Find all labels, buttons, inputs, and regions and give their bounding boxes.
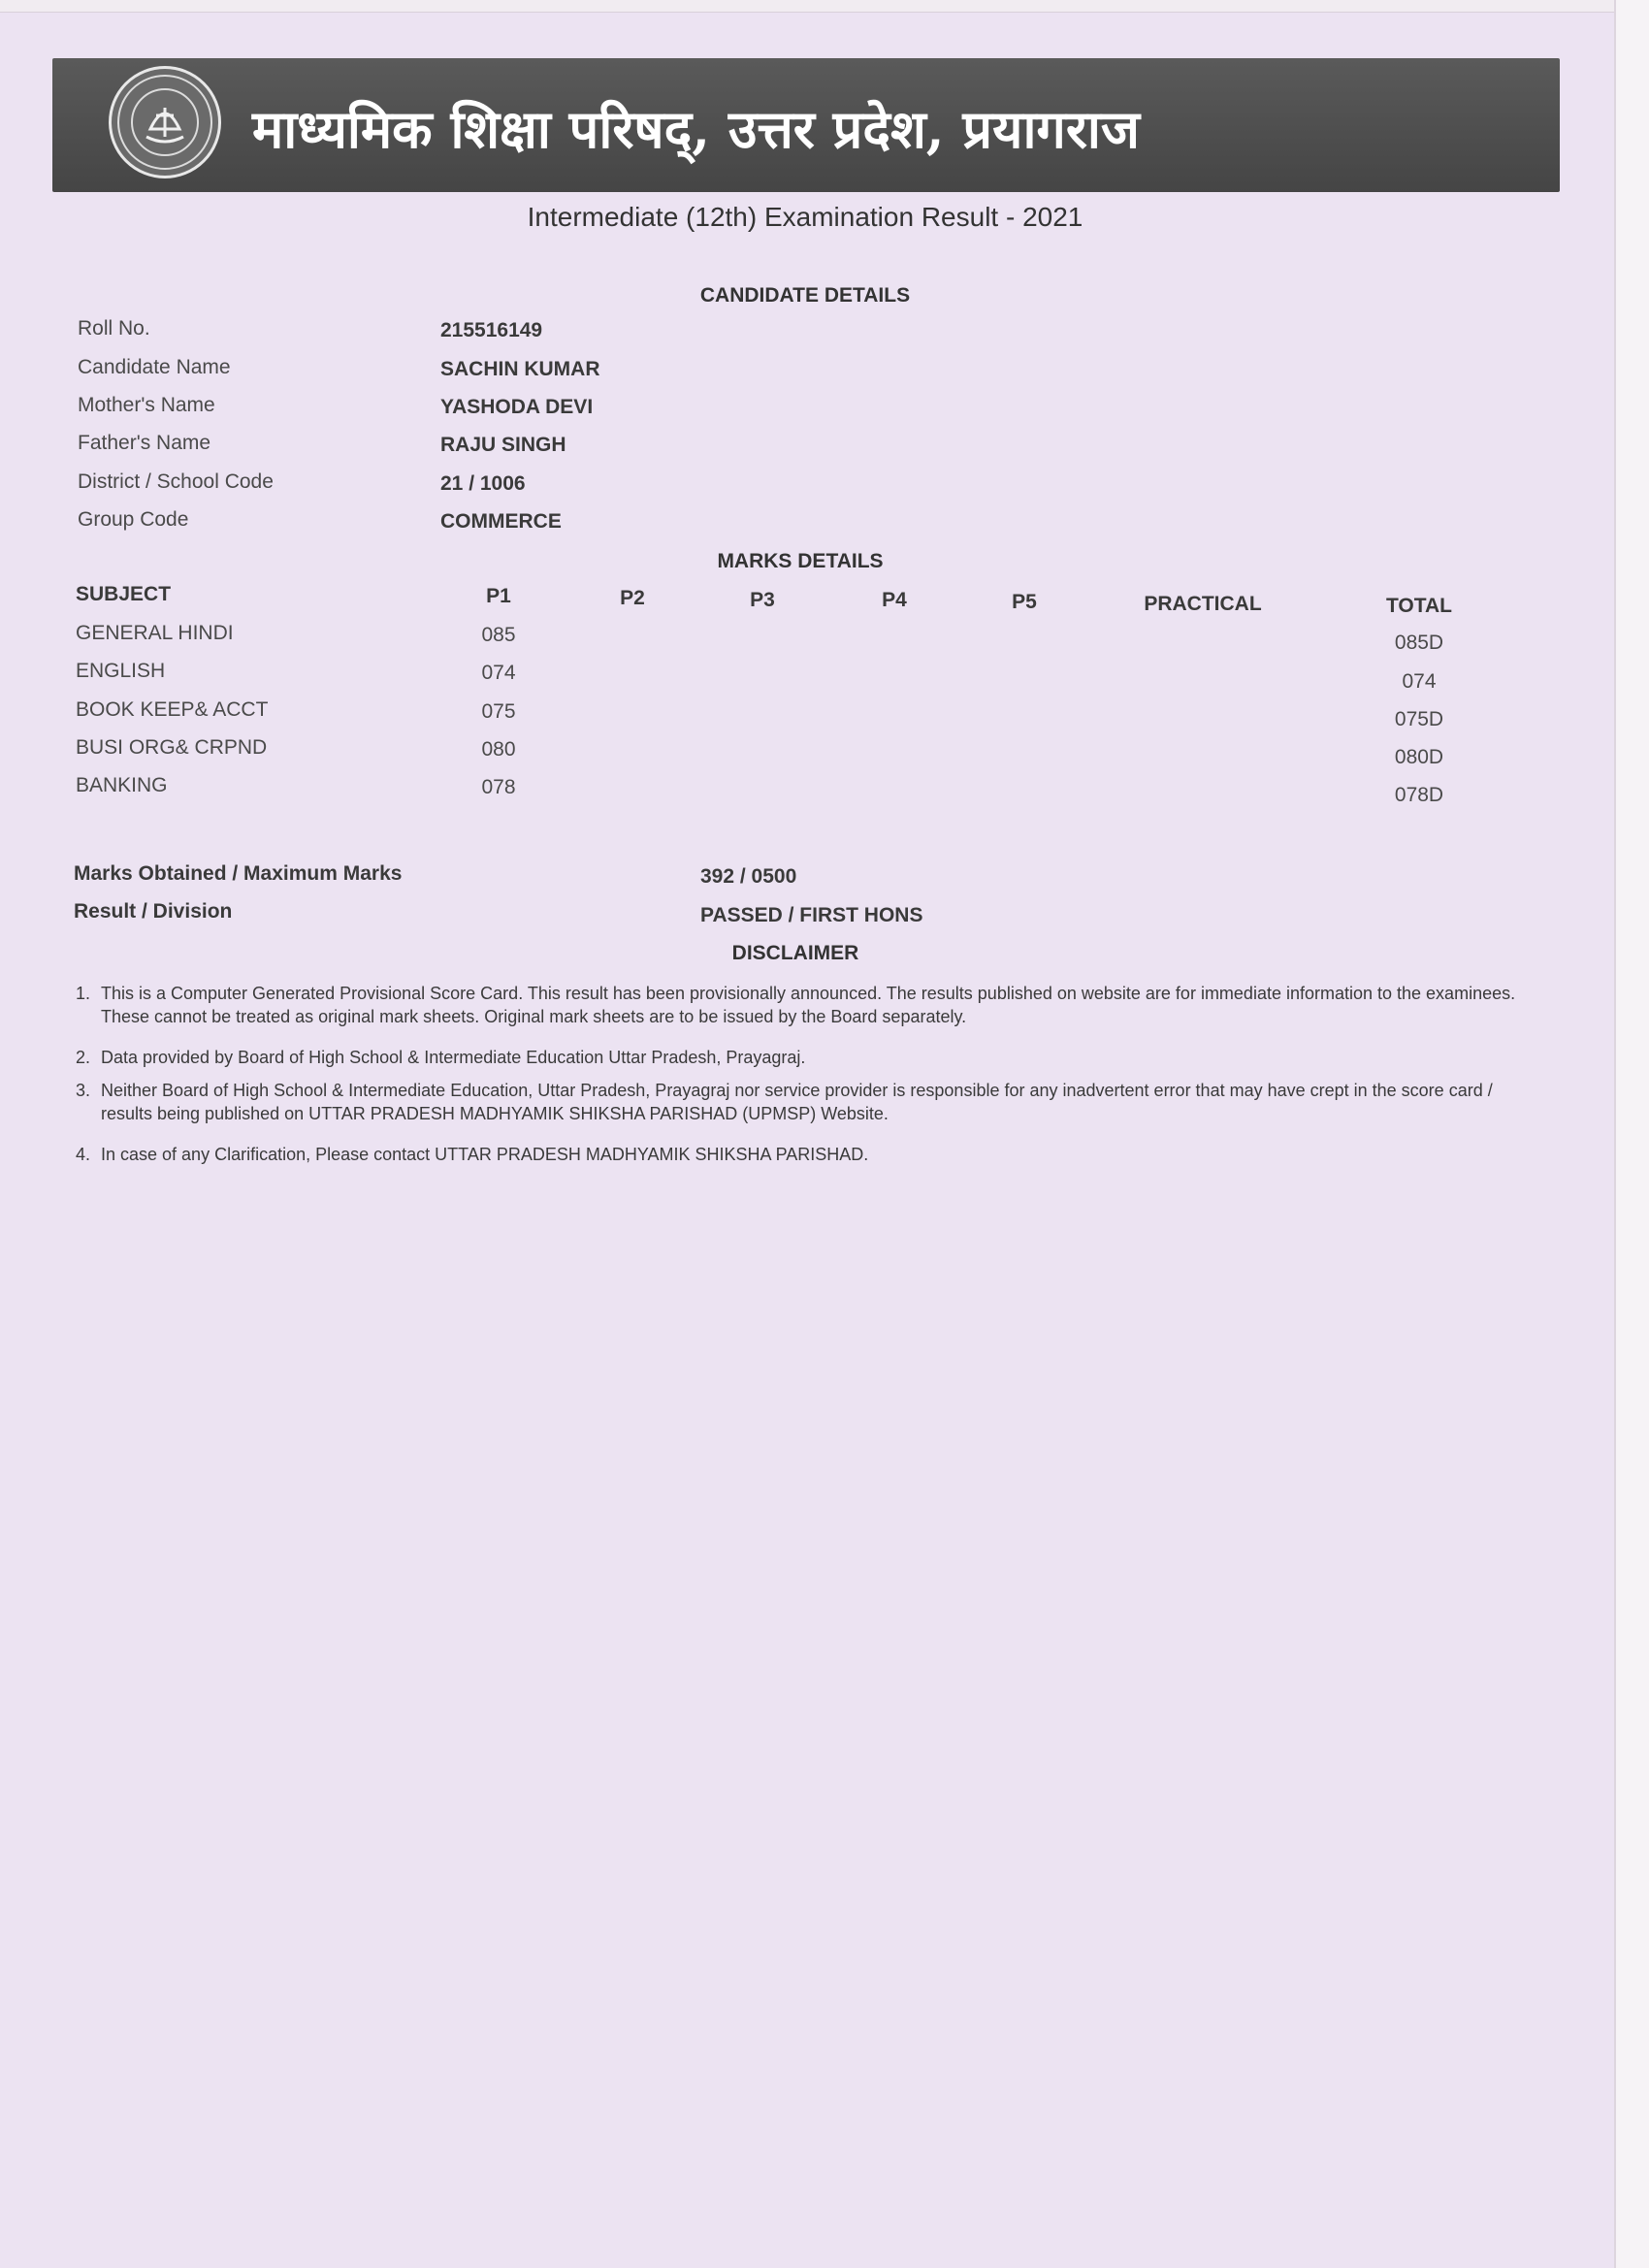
group-code-label: Group Code xyxy=(78,508,189,531)
p1-mark: 085 xyxy=(481,624,516,646)
total-mark: 074 xyxy=(1402,670,1437,693)
disclaimer-item xyxy=(76,1143,1521,1172)
disclaimer-text: In case of any Clarification, Please contact UTTAR PRADESH MADHYAMIK SHIKSHA PARISHAD. xyxy=(101,1145,869,1164)
paper-top-edge xyxy=(0,0,1649,13)
disclaimer-number: 2. xyxy=(76,1048,91,1067)
disclaimer-number: 3. xyxy=(76,1081,91,1100)
total-mark: 085D xyxy=(1394,632,1444,654)
subject-header: SUBJECT xyxy=(76,583,172,605)
marks-obtained-label: Marks Obtained / Maximum Marks xyxy=(74,862,403,885)
disclaimer-number: 1. xyxy=(76,984,91,1003)
subject-name: GENERAL HINDI xyxy=(76,622,234,644)
p1-mark: 078 xyxy=(481,776,516,798)
district-school-code-value: 21 / 1006 xyxy=(440,472,526,495)
result-division-value: PASSED / FIRST HONS xyxy=(700,904,923,926)
disclaimer-number: 4. xyxy=(76,1145,91,1164)
marks-obtained-value: 392 / 0500 xyxy=(700,865,797,888)
district-school-code-label: District / School Code xyxy=(78,470,274,493)
exam-result-title: Intermediate (12th) Examination Result - 2021 xyxy=(527,202,1083,232)
subject-name: BUSI ORG& CRPND xyxy=(76,736,268,759)
mother-name-value: YASHODA DEVI xyxy=(440,396,594,418)
p3-header: P3 xyxy=(750,589,775,611)
p1-mark: 080 xyxy=(481,738,516,761)
subject-name: BOOK KEEP& ACCT xyxy=(76,698,269,721)
disclaimer-text: Neither Board of High School & Intermediate Education, Uttar Pradesh, Prayagraj nor service provider is responsible for any inadvertent error that may have crept in the score card / results being published on UTTAR PRADESH MADHYAMIK SHIKSHA PARISHAD (UPMSP) Website. xyxy=(101,1081,1493,1123)
board-name-hindi: माध्यमिक शिक्षा परिषद्, उत्तर प्रदेश, प्रयागराज xyxy=(252,98,1140,160)
mother-name-label: Mother's Name xyxy=(78,394,215,416)
p1-mark: 074 xyxy=(481,662,516,684)
paper-right-edge xyxy=(1614,0,1649,2268)
p2-header: P2 xyxy=(620,587,645,609)
emblem-icon xyxy=(112,69,218,176)
disclaimer-text: This is a Computer Generated Provisional Score Card. This result has been provisionally announced. The results published on website are for immediate information to the examinees. These cannot be treated as original mark sheets. Original mark sheets are to be issued by the Board separately. xyxy=(101,984,1516,1026)
p5-header: P5 xyxy=(1012,591,1037,613)
result-division-label: Result / Division xyxy=(74,900,233,923)
subject-name: BANKING xyxy=(76,774,168,796)
total-header: TOTAL xyxy=(1385,595,1453,617)
candidate-details-title: CANDIDATE DETAILS xyxy=(699,284,911,307)
p4-header: P4 xyxy=(882,589,907,611)
board-emblem-logo xyxy=(109,66,221,178)
total-mark: 078D xyxy=(1394,784,1444,806)
disclaimer-item xyxy=(76,982,1521,1040)
father-name-label: Father's Name xyxy=(78,432,211,454)
disclaimer-text: Data provided by Board of High School & Intermediate Education Uttar Pradesh, Prayagraj. xyxy=(101,1048,806,1067)
total-mark: 080D xyxy=(1394,746,1444,768)
disclaimer-item xyxy=(76,1079,1521,1137)
marks-details-title: MARKS DETAILS xyxy=(717,550,884,572)
disclaimer-title: DISCLAIMER xyxy=(731,942,859,964)
candidate-name-value: SACHIN KUMAR xyxy=(440,358,600,380)
disclaimer-item xyxy=(76,1046,1521,1075)
roll-no-label: Roll No. xyxy=(78,317,150,340)
candidate-name-label: Candidate Name xyxy=(78,356,231,378)
roll-no-value: 215516149 xyxy=(440,319,543,341)
p1-header: P1 xyxy=(486,585,511,607)
p1-mark: 075 xyxy=(481,700,516,723)
father-name-value: RAJU SINGH xyxy=(440,434,566,456)
subject-name: ENGLISH xyxy=(76,660,166,682)
total-mark: 075D xyxy=(1394,708,1444,730)
practical-header: PRACTICAL xyxy=(1144,593,1262,615)
group-code-value: COMMERCE xyxy=(440,510,562,533)
